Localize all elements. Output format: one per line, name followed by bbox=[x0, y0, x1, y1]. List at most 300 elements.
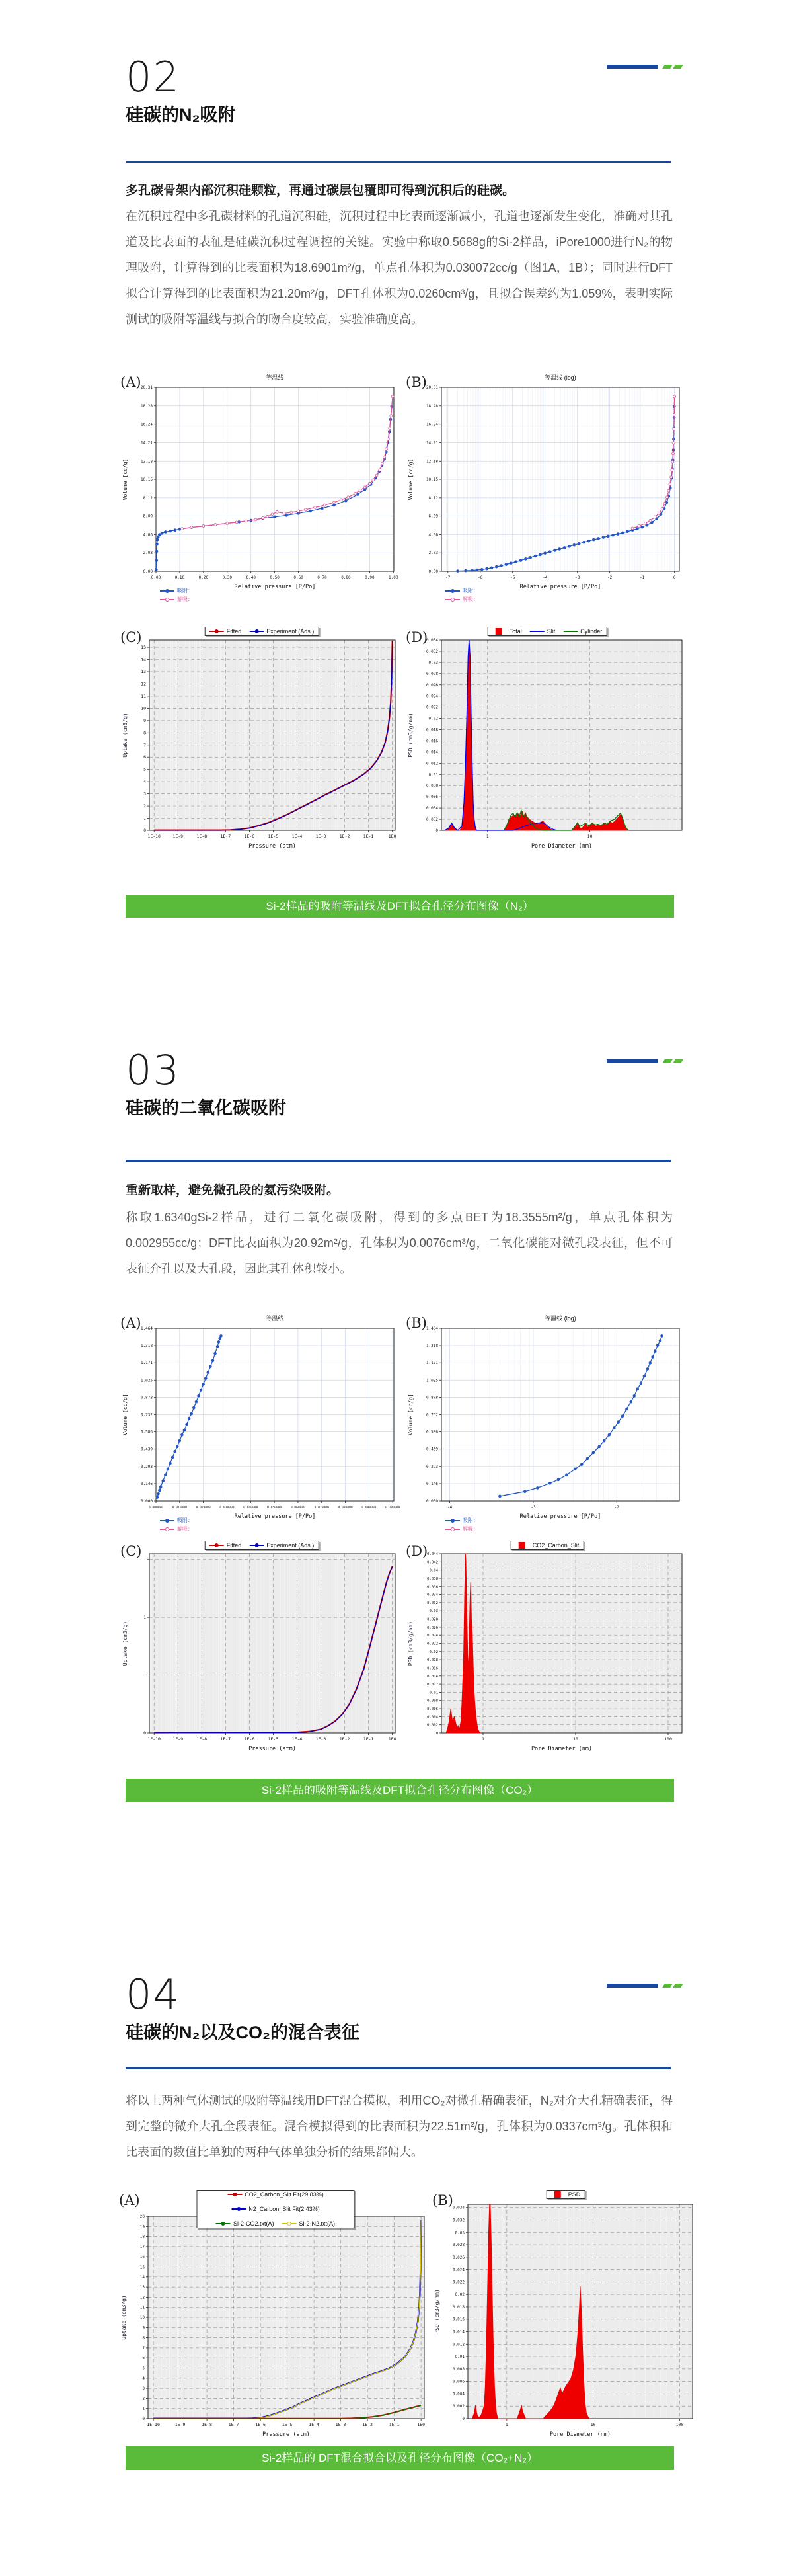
svg-text:8: 8 bbox=[142, 2335, 145, 2341]
svg-text:1E-1: 1E-1 bbox=[389, 2422, 400, 2427]
svg-text:1: 1 bbox=[482, 1736, 484, 1742]
svg-text:0.016: 0.016 bbox=[427, 1666, 438, 1671]
accent-slash-icon bbox=[662, 65, 673, 69]
svg-text:18.28: 18.28 bbox=[426, 403, 438, 409]
svg-text:2.03: 2.03 bbox=[143, 551, 153, 556]
svg-text:9: 9 bbox=[142, 2325, 145, 2331]
svg-text:-2: -2 bbox=[607, 575, 613, 580]
chart-mixed-psd bbox=[431, 2190, 700, 2449]
chart-co2-isotherm-linear bbox=[119, 1312, 404, 1534]
svg-text:0.40: 0.40 bbox=[246, 575, 256, 580]
svg-text:18.28: 18.28 bbox=[140, 403, 153, 409]
svg-text:Relative pressure [P/Po]: Relative pressure [P/Po] bbox=[234, 584, 316, 590]
svg-text:0.070000: 0.070000 bbox=[314, 1506, 329, 1509]
svg-text:1E-7: 1E-7 bbox=[228, 2422, 239, 2427]
svg-text:0.026: 0.026 bbox=[426, 682, 438, 688]
legend-entry: 吸附： bbox=[160, 1517, 193, 1524]
section-divider bbox=[126, 1160, 671, 1162]
svg-text:0.022: 0.022 bbox=[452, 2280, 465, 2285]
svg-text:1: 1 bbox=[142, 2406, 145, 2411]
svg-text:0.010000: 0.010000 bbox=[172, 1506, 187, 1509]
section-lead-03: 重新取样，避免微孔段的氦污染吸附。 bbox=[126, 1184, 340, 1197]
chart-co2-isotherm-log bbox=[404, 1312, 690, 1534]
panel-letter: (B) bbox=[406, 374, 427, 390]
svg-text:6: 6 bbox=[142, 2356, 145, 2361]
svg-text:0.00: 0.00 bbox=[428, 569, 438, 574]
svg-text:0.022: 0.022 bbox=[426, 705, 438, 710]
figure-caption-mixed: Si-2样品的 DFT混合拟合以及孔径分布图像（CO₂+N₂） bbox=[126, 2446, 674, 2470]
svg-text:16.24: 16.24 bbox=[426, 422, 438, 427]
legend-entry: Total bbox=[492, 628, 522, 635]
svg-text:0.02: 0.02 bbox=[429, 1650, 438, 1654]
legend-entry: Experiment (Ads.) bbox=[249, 1542, 314, 1549]
svg-text:10.15: 10.15 bbox=[140, 477, 153, 483]
svg-text:0.146: 0.146 bbox=[140, 1481, 153, 1486]
svg-text:0.90: 0.90 bbox=[365, 575, 375, 580]
panel-letter: (A) bbox=[120, 1315, 141, 1331]
svg-text:1: 1 bbox=[505, 2422, 508, 2427]
svg-text:5: 5 bbox=[142, 2366, 145, 2371]
svg-text:0.008: 0.008 bbox=[426, 784, 438, 789]
svg-text:-6: -6 bbox=[478, 575, 483, 580]
panel-letter: (B) bbox=[406, 1315, 427, 1331]
accent-slash-icon bbox=[662, 1059, 673, 1063]
accent-slash-icon bbox=[662, 1984, 673, 1988]
svg-text:0.10: 0.10 bbox=[174, 575, 185, 580]
svg-text:3: 3 bbox=[143, 791, 146, 797]
svg-text:1E-10: 1E-10 bbox=[147, 834, 161, 839]
panel-letter: (A) bbox=[120, 374, 141, 390]
svg-text:7: 7 bbox=[142, 2345, 145, 2351]
svg-text:-2: -2 bbox=[614, 1505, 619, 1509]
accent-line-icon bbox=[607, 65, 658, 69]
svg-text:0.00: 0.00 bbox=[151, 575, 161, 580]
svg-text:-5: -5 bbox=[510, 575, 515, 580]
accent-slash-icon bbox=[673, 1984, 683, 1988]
chart-legend bbox=[511, 1541, 584, 1550]
svg-text:1E-5: 1E-5 bbox=[268, 834, 279, 839]
svg-text:10: 10 bbox=[573, 1736, 578, 1742]
svg-text:0.03: 0.03 bbox=[428, 660, 438, 665]
panel-letter: (D) bbox=[406, 1543, 428, 1559]
svg-text:0.034: 0.034 bbox=[427, 1593, 438, 1597]
svg-text:13: 13 bbox=[141, 669, 146, 674]
legend-entry: 吸附： bbox=[445, 1517, 478, 1524]
chart-n2-psd bbox=[404, 627, 690, 860]
svg-text:1.171: 1.171 bbox=[426, 1361, 438, 1366]
svg-text:等温线: 等温线 bbox=[266, 1315, 284, 1322]
svg-text:0.008: 0.008 bbox=[427, 1699, 438, 1703]
svg-text:Relative pressure [P/Po]: Relative pressure [P/Po] bbox=[519, 1513, 601, 1520]
section-lead-02: 多孔碳骨架内部沉积硅颗粒，再通过碳层包覆即可得到沉积后的硅碳。 bbox=[126, 184, 515, 198]
legend-entry: Si-2-CO2.txt(A) bbox=[216, 2220, 274, 2227]
svg-text:0.028: 0.028 bbox=[426, 671, 438, 676]
svg-text:4: 4 bbox=[143, 779, 146, 785]
svg-text:10: 10 bbox=[590, 2422, 596, 2427]
chart-legend bbox=[205, 1541, 319, 1550]
svg-text:1: 1 bbox=[143, 815, 146, 821]
section-accent-02 bbox=[607, 62, 686, 71]
svg-text:0.034: 0.034 bbox=[426, 638, 438, 643]
svg-text:等温线: 等温线 bbox=[266, 374, 284, 381]
chart-co2-dft-fit bbox=[119, 1541, 404, 1762]
chart-legend bbox=[488, 627, 607, 636]
legend-entry: CO2_Carbon_Slit bbox=[515, 1542, 580, 1549]
svg-text:1E-4: 1E-4 bbox=[291, 1736, 303, 1742]
legend-entry: 吸附： bbox=[160, 587, 193, 594]
svg-text:0.032: 0.032 bbox=[426, 649, 438, 654]
svg-text:1E-7: 1E-7 bbox=[220, 834, 231, 839]
svg-text:0.028: 0.028 bbox=[452, 2243, 465, 2248]
section-title-02: 硅碳的N₂吸附 bbox=[126, 105, 236, 125]
svg-text:14: 14 bbox=[139, 2274, 145, 2280]
legend-entry: Fitted bbox=[209, 1542, 242, 1549]
svg-text:Pore Diameter (nm): Pore Diameter (nm) bbox=[549, 2431, 611, 2438]
svg-text:1E-9: 1E-9 bbox=[172, 1736, 184, 1742]
section-divider bbox=[126, 161, 671, 163]
chart-legend bbox=[197, 2190, 355, 2228]
chart-legend bbox=[160, 1517, 193, 1533]
svg-text:0.022: 0.022 bbox=[427, 1642, 438, 1646]
accent-slash-icon bbox=[673, 65, 683, 69]
svg-text:0.018: 0.018 bbox=[426, 727, 438, 733]
legend-entry: N2_Carbon_Slit Fit(2.43%) bbox=[231, 2206, 320, 2212]
svg-text:1.464: 1.464 bbox=[426, 1326, 438, 1331]
svg-text:6.09: 6.09 bbox=[143, 514, 153, 519]
svg-text:Volume [cc/g]: Volume [cc/g] bbox=[408, 1394, 414, 1435]
legend-entry: 解吸： bbox=[160, 596, 193, 603]
svg-text:Pore Diameter (nm): Pore Diameter (nm) bbox=[531, 1746, 593, 1752]
svg-text:0.004: 0.004 bbox=[452, 2392, 465, 2397]
svg-text:0.000: 0.000 bbox=[140, 1499, 153, 1504]
svg-text:0.080000: 0.080000 bbox=[338, 1506, 353, 1509]
svg-text:0.026: 0.026 bbox=[452, 2255, 465, 2260]
chart-n2-dft-fit bbox=[119, 627, 404, 860]
svg-text:14.21: 14.21 bbox=[426, 440, 438, 446]
accent-line-icon bbox=[607, 1984, 658, 1988]
svg-text:1E-3: 1E-3 bbox=[335, 2422, 346, 2427]
svg-text:12: 12 bbox=[139, 2295, 145, 2300]
svg-text:1E-9: 1E-9 bbox=[174, 2422, 186, 2427]
section-body-04: 将以上两种气体测试的吸附等温线用DFT混合模拟，利用CO₂对微孔精确表征，N₂对介大孔精确表征，得到完整的微介大孔全段表征。混合模拟得到的比表面积为22.51m²/g，孔体积为0.0337cm³/g。孔体积和比表面的数值比单独的两种气体单独分析的结果都偏大。 bbox=[126, 2094, 673, 2159]
legend-entry: Experiment (Ads.) bbox=[249, 628, 314, 635]
svg-text:0.032: 0.032 bbox=[427, 1601, 438, 1605]
svg-text:0.020000: 0.020000 bbox=[196, 1506, 211, 1509]
svg-text:0.014: 0.014 bbox=[452, 2329, 465, 2335]
chart-legend bbox=[205, 627, 319, 636]
section-title-04: 硅碳的N₂以及CO₂的混合表征 bbox=[126, 2023, 359, 2042]
svg-text:5: 5 bbox=[143, 766, 146, 772]
section-title-03: 硅碳的二氧化碳吸附 bbox=[126, 1098, 286, 1118]
svg-text:0.01: 0.01 bbox=[455, 2355, 465, 2360]
svg-text:0.02: 0.02 bbox=[428, 716, 438, 721]
panel-letter: (A) bbox=[119, 2193, 140, 2208]
svg-text:-4: -4 bbox=[543, 575, 548, 580]
section-accent-04 bbox=[607, 1981, 686, 1990]
svg-text:1.464: 1.464 bbox=[140, 1326, 153, 1331]
svg-text:Relative pressure [P/Po]: Relative pressure [P/Po] bbox=[519, 584, 601, 590]
svg-text:0.878: 0.878 bbox=[140, 1395, 153, 1400]
svg-text:0.090000: 0.090000 bbox=[361, 1506, 377, 1509]
legend-entry: PSD bbox=[551, 2191, 581, 2198]
svg-text:1.171: 1.171 bbox=[140, 1361, 153, 1366]
svg-text:Pressure (atm): Pressure (atm) bbox=[248, 1746, 296, 1752]
svg-text:-7: -7 bbox=[445, 575, 451, 580]
svg-text:0.012: 0.012 bbox=[427, 1683, 438, 1687]
chart-n2-isotherm-linear bbox=[119, 372, 404, 604]
svg-text:0.044: 0.044 bbox=[427, 1552, 438, 1556]
svg-text:0.024: 0.024 bbox=[452, 2267, 465, 2273]
svg-text:1.318: 1.318 bbox=[140, 1344, 153, 1349]
svg-text:10: 10 bbox=[141, 705, 146, 711]
svg-text:6: 6 bbox=[143, 754, 146, 760]
svg-text:8.12: 8.12 bbox=[428, 495, 438, 501]
svg-text:0.006: 0.006 bbox=[426, 795, 438, 800]
svg-text:0: 0 bbox=[143, 1730, 146, 1736]
svg-text:0.000000: 0.000000 bbox=[148, 1506, 164, 1509]
svg-text:1E-8: 1E-8 bbox=[196, 834, 208, 839]
svg-text:0: 0 bbox=[143, 828, 146, 833]
svg-text:0.03: 0.03 bbox=[429, 1609, 438, 1614]
chart-legend bbox=[160, 587, 193, 603]
svg-text:0.002: 0.002 bbox=[427, 1723, 438, 1728]
svg-text:0: 0 bbox=[462, 2417, 465, 2421]
svg-text:0.016: 0.016 bbox=[452, 2317, 465, 2322]
panel-letter: (C) bbox=[120, 629, 142, 645]
section-number-02: 02 bbox=[126, 53, 180, 101]
svg-text:1E-8: 1E-8 bbox=[196, 1736, 208, 1742]
svg-text:等温线 (log): 等温线 (log) bbox=[545, 374, 576, 381]
svg-text:1E-3: 1E-3 bbox=[315, 834, 326, 839]
svg-text:1E-1: 1E-1 bbox=[363, 1736, 374, 1742]
svg-text:0.732: 0.732 bbox=[140, 1412, 153, 1418]
svg-text:0.024: 0.024 bbox=[427, 1634, 438, 1638]
svg-text:0: 0 bbox=[435, 828, 438, 833]
svg-text:100: 100 bbox=[675, 2422, 684, 2427]
svg-text:1E-5: 1E-5 bbox=[268, 1736, 279, 1742]
legend-entry: Cylinder bbox=[563, 628, 602, 635]
svg-text:10: 10 bbox=[139, 2315, 145, 2320]
svg-text:0.006: 0.006 bbox=[427, 1707, 438, 1712]
svg-text:0: 0 bbox=[673, 575, 676, 580]
svg-text:1E-8: 1E-8 bbox=[202, 2422, 212, 2427]
svg-text:0.006: 0.006 bbox=[452, 2379, 465, 2384]
svg-text:1E-6: 1E-6 bbox=[244, 1736, 255, 1742]
legend-entry: 解吸： bbox=[445, 596, 478, 603]
svg-text:-3: -3 bbox=[531, 1505, 536, 1509]
legend-entry: 解吸： bbox=[160, 1525, 193, 1533]
svg-text:0.018: 0.018 bbox=[452, 2304, 465, 2310]
svg-text:0.50: 0.50 bbox=[270, 575, 280, 580]
svg-text:11: 11 bbox=[141, 693, 146, 699]
svg-text:-1: -1 bbox=[640, 575, 645, 580]
svg-text:3: 3 bbox=[142, 2386, 145, 2392]
svg-text:0.014: 0.014 bbox=[426, 750, 438, 755]
legend-entry: Si-2-N2.txt(A) bbox=[282, 2220, 336, 2227]
svg-text:1.00: 1.00 bbox=[389, 575, 398, 580]
svg-text:6.09: 6.09 bbox=[428, 514, 438, 519]
figure-caption-co2: Si-2样品的吸附等温线及DFT拟合孔径分布图像（CO₂） bbox=[126, 1779, 674, 1802]
svg-text:等温线 (log): 等温线 (log) bbox=[545, 1315, 576, 1322]
svg-text:0.293: 0.293 bbox=[140, 1464, 153, 1469]
svg-text:2: 2 bbox=[142, 2396, 145, 2401]
svg-text:0.008: 0.008 bbox=[452, 2366, 465, 2372]
svg-text:20.31: 20.31 bbox=[140, 385, 153, 390]
svg-text:0.030000: 0.030000 bbox=[219, 1506, 235, 1509]
svg-text:PSD (cm3/g/nm): PSD (cm3/g/nm) bbox=[408, 1621, 414, 1666]
svg-text:1E-7: 1E-7 bbox=[220, 1736, 231, 1742]
accent-line-icon bbox=[607, 1059, 658, 1063]
svg-text:12.18: 12.18 bbox=[426, 459, 438, 464]
svg-text:0.439: 0.439 bbox=[140, 1447, 153, 1452]
svg-text:1E-2: 1E-2 bbox=[362, 2422, 373, 2427]
svg-text:Uptake (cm3/g): Uptake (cm3/g) bbox=[122, 713, 128, 758]
svg-text:1E-2: 1E-2 bbox=[339, 834, 350, 839]
svg-text:4: 4 bbox=[142, 2376, 145, 2381]
svg-text:15: 15 bbox=[141, 645, 146, 651]
svg-text:0.036: 0.036 bbox=[427, 1585, 438, 1590]
legend-entry: 吸附： bbox=[445, 587, 478, 594]
svg-text:1.025: 1.025 bbox=[426, 1378, 438, 1383]
svg-text:Pore Diameter (nm): Pore Diameter (nm) bbox=[531, 843, 593, 850]
svg-text:1.318: 1.318 bbox=[426, 1344, 438, 1349]
chart-n2-isotherm-log bbox=[404, 372, 690, 604]
svg-text:0.100000: 0.100000 bbox=[385, 1506, 400, 1509]
svg-text:Pressure (atm): Pressure (atm) bbox=[262, 2431, 310, 2438]
panel-letter: (D) bbox=[406, 629, 428, 645]
svg-text:20.31: 20.31 bbox=[426, 385, 438, 390]
chart-mixed-dft-fit bbox=[118, 2190, 434, 2449]
svg-text:1E-5: 1E-5 bbox=[282, 2422, 293, 2427]
svg-text:10: 10 bbox=[587, 834, 593, 839]
svg-text:19: 19 bbox=[139, 2224, 145, 2230]
svg-text:0.586: 0.586 bbox=[426, 1429, 438, 1435]
svg-text:0.032: 0.032 bbox=[452, 2218, 465, 2223]
svg-text:Uptake (cm3/g): Uptake (cm3/g) bbox=[122, 1621, 128, 1666]
svg-text:0.000: 0.000 bbox=[426, 1499, 438, 1504]
svg-text:9: 9 bbox=[143, 717, 146, 723]
svg-text:Pressure (atm): Pressure (atm) bbox=[248, 843, 296, 850]
section-number-03: 03 bbox=[126, 1046, 180, 1094]
svg-text:1E-10: 1E-10 bbox=[147, 1736, 161, 1742]
svg-text:12: 12 bbox=[141, 681, 146, 687]
panel-letter: (C) bbox=[120, 1543, 142, 1559]
svg-text:1E-3: 1E-3 bbox=[315, 1736, 326, 1742]
svg-text:2.03: 2.03 bbox=[428, 551, 438, 556]
figure-caption-n2: Si-2样品的吸附等温线及DFT拟合孔径分布图像（N₂） bbox=[126, 895, 674, 918]
svg-text:4.06: 4.06 bbox=[428, 532, 438, 538]
svg-text:1E-4: 1E-4 bbox=[309, 2422, 319, 2427]
svg-text:0.002: 0.002 bbox=[426, 817, 438, 823]
svg-text:11: 11 bbox=[139, 2305, 145, 2310]
svg-text:0.20: 0.20 bbox=[198, 575, 209, 580]
section-number-04: 04 bbox=[126, 1970, 180, 2019]
svg-text:0.060000: 0.060000 bbox=[290, 1506, 305, 1509]
svg-text:0.439: 0.439 bbox=[426, 1447, 438, 1452]
svg-text:0.02: 0.02 bbox=[455, 2292, 465, 2298]
section-divider bbox=[126, 2067, 671, 2069]
svg-text:14.21: 14.21 bbox=[140, 440, 153, 446]
svg-text:2: 2 bbox=[143, 803, 146, 809]
svg-text:1E0: 1E0 bbox=[388, 1736, 397, 1742]
section-body-03: 称取1.6340gSi-2样品，进行二氧化碳吸附，得到的多点BET为18.3555m²/g，单点孔体积为0.002955cc/g；DFT比表面积为20.92m²/g，孔体积为0.0076cm³/g，二氧化碳能对微孔段表征，但不可表征介孔以及大孔段，因此其孔体积较小。 bbox=[126, 1211, 673, 1275]
svg-text:0: 0 bbox=[142, 2417, 145, 2421]
svg-text:-3: -3 bbox=[575, 575, 580, 580]
svg-text:0.03: 0.03 bbox=[455, 2230, 465, 2235]
svg-text:0: 0 bbox=[435, 1732, 438, 1736]
svg-text:0.878: 0.878 bbox=[426, 1395, 438, 1400]
svg-text:Volume [cc/g]: Volume [cc/g] bbox=[408, 458, 414, 501]
svg-text:0.034: 0.034 bbox=[452, 2205, 465, 2210]
svg-text:0.012: 0.012 bbox=[452, 2342, 465, 2347]
svg-text:0.01: 0.01 bbox=[429, 1691, 438, 1695]
legend-entry: CO2_Carbon_Slit Fit(29.83%) bbox=[227, 2191, 324, 2198]
legend-entry: Fitted bbox=[209, 628, 242, 635]
svg-text:1E-6: 1E-6 bbox=[255, 2422, 266, 2427]
svg-text:0.014: 0.014 bbox=[427, 1674, 438, 1679]
chart-legend bbox=[445, 1517, 478, 1533]
legend-entry: 解吸： bbox=[445, 1525, 478, 1533]
svg-text:0.004: 0.004 bbox=[426, 806, 438, 811]
svg-text:1: 1 bbox=[143, 1615, 146, 1621]
svg-text:PSD (cm3/g/nm): PSD (cm3/g/nm) bbox=[434, 2289, 440, 2334]
svg-text:0.30: 0.30 bbox=[222, 575, 233, 580]
svg-text:18: 18 bbox=[139, 2234, 145, 2239]
svg-text:Volume [cc/g]: Volume [cc/g] bbox=[122, 458, 128, 501]
svg-text:0.70: 0.70 bbox=[317, 575, 327, 580]
svg-text:4.06: 4.06 bbox=[143, 532, 153, 538]
svg-text:0.732: 0.732 bbox=[426, 1412, 438, 1418]
svg-text:0.04: 0.04 bbox=[429, 1568, 438, 1573]
svg-text:0.00: 0.00 bbox=[143, 569, 153, 574]
chart-co2-psd bbox=[404, 1541, 690, 1762]
svg-text:0.01: 0.01 bbox=[428, 772, 438, 778]
svg-text:16.24: 16.24 bbox=[140, 422, 153, 427]
svg-text:0.80: 0.80 bbox=[341, 575, 351, 580]
accent-slash-icon bbox=[673, 1059, 683, 1063]
svg-text:0.050000: 0.050000 bbox=[267, 1506, 282, 1509]
svg-text:7: 7 bbox=[143, 742, 146, 748]
chart-legend bbox=[445, 587, 478, 603]
chart-legend bbox=[547, 2190, 585, 2199]
svg-text:15: 15 bbox=[139, 2265, 145, 2270]
svg-text:13: 13 bbox=[139, 2285, 145, 2290]
svg-text:1E0: 1E0 bbox=[417, 2422, 426, 2427]
svg-text:0.004: 0.004 bbox=[427, 1715, 438, 1720]
svg-text:1E-9: 1E-9 bbox=[172, 834, 184, 839]
svg-text:0.293: 0.293 bbox=[426, 1464, 438, 1469]
panel-letter: (B) bbox=[432, 2193, 453, 2208]
svg-text:100: 100 bbox=[664, 1736, 672, 1742]
svg-text:0.028: 0.028 bbox=[427, 1617, 438, 1622]
svg-text:8: 8 bbox=[143, 730, 146, 736]
svg-text:0.040000: 0.040000 bbox=[243, 1506, 258, 1509]
svg-text:12.18: 12.18 bbox=[140, 459, 153, 464]
svg-text:1E-6: 1E-6 bbox=[244, 834, 255, 839]
svg-text:17: 17 bbox=[139, 2244, 145, 2249]
svg-text:PSD (cm3/g/nm): PSD (cm3/g/nm) bbox=[408, 713, 414, 758]
svg-text:0.002: 0.002 bbox=[452, 2404, 465, 2409]
section-body-02: 在沉积过程中多孔碳材料的孔道沉积硅，沉积过程中比表面逐渐减小，孔道也逐渐发生变化，准确对其孔道及比表面的表征是硅碳沉积过程调控的关键。实验中称取0.5688g的Si-2样品，iPore1000进行N₂的物理吸附，计算得到的比表面积为18.6901m²/g，单点孔体积为0.030072cc/g（图1A，1B）；同时进行DFT拟合计算得到的比表面积为21.20m²/g，DFT孔体积为0.0260cm³/g，且拟合误差约为1.059%，表明实际测试的吸附等温线与拟合的吻合度较高，实验准确度高。 bbox=[126, 210, 673, 326]
svg-text:20: 20 bbox=[139, 2214, 145, 2219]
svg-text:0.042: 0.042 bbox=[427, 1560, 438, 1565]
svg-text:1E-1: 1E-1 bbox=[363, 834, 374, 839]
legend-entry: Slit bbox=[530, 628, 556, 635]
svg-text:1E-2: 1E-2 bbox=[339, 1736, 350, 1742]
svg-text:1E-4: 1E-4 bbox=[291, 834, 303, 839]
section-accent-03 bbox=[607, 1057, 686, 1066]
svg-text:1: 1 bbox=[486, 834, 489, 839]
